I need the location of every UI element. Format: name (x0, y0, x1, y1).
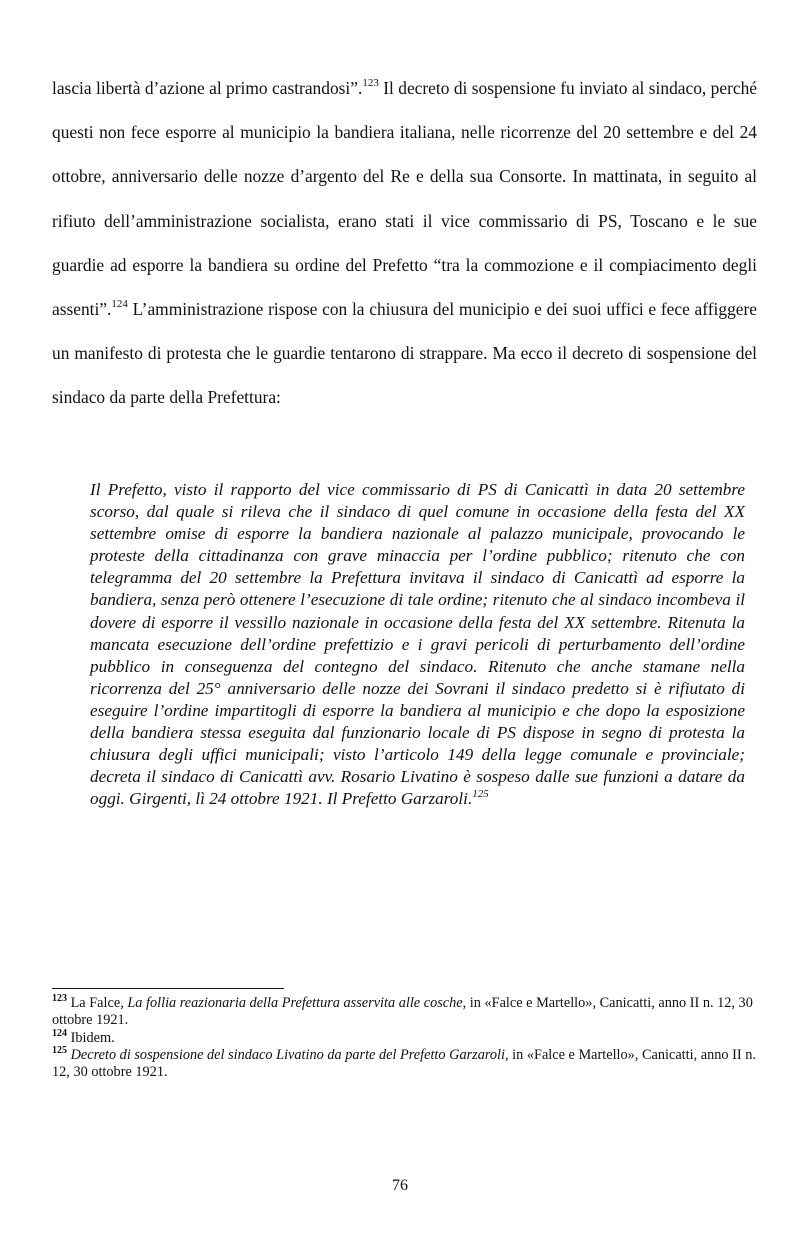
footnote-ref-123[interactable]: 123 (362, 77, 379, 90)
body-text-part-1: lascia libertà d’azione al primo castrandosi”. (52, 78, 363, 98)
footnotes (52, 995, 757, 1081)
footnote-text: , in «Falce e Martello», Canicatti, anno II n. 12, 30 ottobre 1921. (52, 995, 753, 1029)
footnote-124 (52, 1027, 757, 1047)
footnote-text: , in «Falce e Martello», Canicatti, anno II n. 12, 30 ottobre 1921. (52, 1046, 756, 1081)
block-quote (90, 479, 745, 810)
page-number: 76 (392, 1177, 408, 1194)
footnote-123 (52, 995, 757, 1030)
body-text-part-2: Il decreto di sospensione fu inviato al sindaco, perché questi non fece esporre al municipio la bandiera italiana, nelle ricorrenze del 20 settembre e del 24 ottobre, anniversario delle nozze d’argento del Re e della sua Consorte. In mattinata, in seguito al rifiuto dell’amministrazione socialista, erano stati il vice commissario di PS, Toscano e le sue guardie ad esporre la bandiera su ordine del Prefetto “tra la commozione e il compiacimento degli assenti”. (52, 78, 757, 320)
footnote-text: Ibidem. (67, 1029, 115, 1046)
footnote-separator (52, 988, 284, 989)
footnote-title: La follia reazionaria della Prefettura asservita alle cosche (127, 995, 463, 1011)
footnote-text: La Falce, (67, 995, 128, 1011)
footnote-number: 123 (52, 993, 67, 1005)
footnote-number: 124 (52, 1027, 67, 1039)
footnote-title: Decreto di sospensione del sindaco Livatino da parte del Prefetto Garzaroli (70, 1046, 505, 1063)
body-text-part-3: L’amministrazione rispose con la chiusura del municipio e dei suoi uffici e fece affiggere un manifesto di protesta che le guardie tentarono di strappare. Ma ecco il decreto di sospensione del sindaco da parte della Prefettura: (52, 299, 757, 408)
footnote-ref-125[interactable]: 125 (472, 787, 489, 800)
quote-text: Il Prefetto, visto il rapporto del vice commissario di PS di Canicattì in data 20 settembre scorso, dal quale si rileva che il sindaco di quel comune in occasione della festa del XX settembre omise di esporre la bandiera nazionale al palazzo municipale, provocando le proteste della cittadinanza con grave minaccia per l’ordine pubblico; ritenuto che con telegramma del 20 settembre la Prefettura invitava il sindaco di Canicattì ad esporre la bandiera, senza però ottenere l’esecuzione di tale ordine; ritenuto che al sindaco incombeva il dovere di esporre il vessillo nazionale in occasione della festa del XX settembre. Ritenuta la mancata esecuzione dell’ordine prefettizio e i gravi pericoli di perturbamento dell’ordine pubblico in conseguenza del contegno del sindaco. Ritenuto che anche stamane nella ricorrenza del 25° anniversario delle nozze dei Sovrani il sindaco predetto si è rifiutato di eseguire l’ordine impartitogli di esporre la bandiera al municipio e che dopo la esposizione della bandiera stessa eseguita dal funzionario locale di PS dispose in segno di protesta la chiusura degli uffici municipali; visto l’articolo 149 della legge comunale e provinciale; decreta il sindaco di Canicattì avv. Rosario Livatino è sospeso dalle sue funzioni a datare da oggi. Girgenti, lì 24 ottobre 1921. Il Prefetto Garzaroli. (90, 480, 745, 809)
footnote-number: 125 (52, 1045, 67, 1057)
footnote-ref-124[interactable]: 124 (111, 298, 128, 311)
footnote-125 (52, 1047, 757, 1082)
body-paragraph (52, 66, 757, 420)
